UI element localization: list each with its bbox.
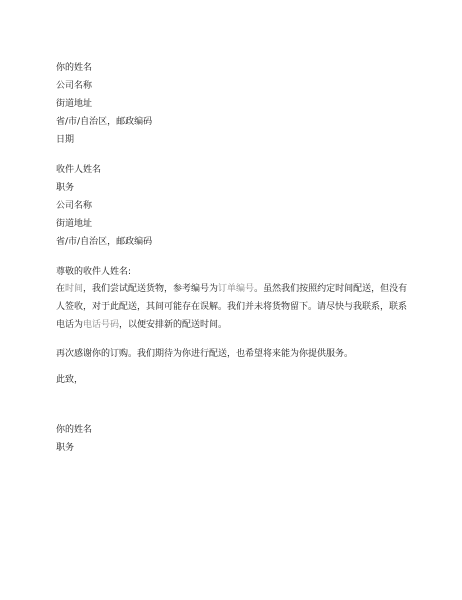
body-paragraph-2: 再次感谢你的订购。我们期待为你进行配送，也希望将来能为你提供服务。 bbox=[56, 349, 354, 359]
sender-region: 省/市/自治区，邮政编码 bbox=[56, 117, 153, 127]
body-text: ，以便安排新的配送时间。 bbox=[119, 320, 228, 330]
closing: 此致， bbox=[56, 375, 84, 385]
time-placeholder: 时间 bbox=[65, 284, 84, 294]
body-text: ，我们尝试配送货物，参考编号为 bbox=[83, 284, 219, 294]
signature-title: 职务 bbox=[56, 443, 75, 453]
signature-name: 你的姓名 bbox=[56, 425, 93, 435]
recipient-company: 公司名称 bbox=[56, 201, 93, 211]
body-text: 在 bbox=[56, 284, 66, 294]
phone-number-placeholder: 电话号码 bbox=[83, 320, 120, 330]
sender-street: 街道地址 bbox=[56, 99, 93, 109]
body-text: 。虽然我们按照约定时间配送，但没有人签收，对于此配送，其间可能存在误解。我们并未将货物留下。请尽快与我联系，联系电话为 bbox=[56, 284, 408, 330]
body-paragraph-1 bbox=[56, 280, 412, 334]
sender-company: 公司名称 bbox=[56, 81, 93, 91]
recipient-name: 收件人姓名 bbox=[56, 165, 102, 175]
recipient-title: 职务 bbox=[56, 183, 75, 193]
salutation: 尊敬的收件人姓名: bbox=[56, 267, 132, 277]
recipient-street: 街道地址 bbox=[56, 219, 93, 229]
recipient-region: 省/市/自治区，邮政编码 bbox=[56, 237, 153, 247]
sender-name: 你的姓名 bbox=[56, 63, 93, 73]
order-number-placeholder: 订单编号 bbox=[218, 284, 255, 294]
letter-date: 日期 bbox=[56, 135, 75, 145]
